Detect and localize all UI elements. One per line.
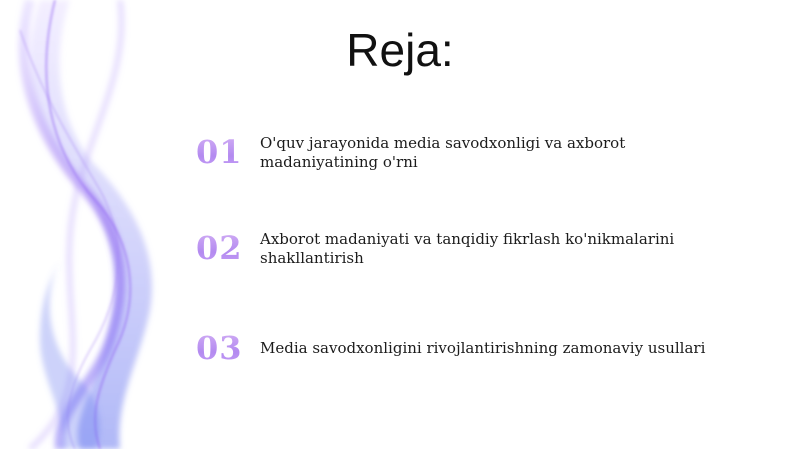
agenda-item: [196, 132, 756, 188]
agenda-item: [196, 328, 756, 384]
agenda-item-number: 01: [196, 132, 252, 172]
agenda-item-number: 02: [196, 228, 252, 268]
agenda-item-text: O'quv jarayonida media savodxonligi va axborot madaniyatining o'rni: [260, 134, 626, 171]
agenda-item-text: Media savodxonligini rivojlantirishning zamonaviy usullari: [260, 339, 706, 357]
agenda-item-text: Axborot madaniyati va tanqidiy fikrlash ko'nikmalarini shakllantirish: [260, 230, 675, 267]
agenda-item: [196, 228, 756, 284]
agenda-item-number: 03: [196, 328, 252, 368]
smoke-wave-decoration: [0, 0, 200, 449]
slide-title: Reja:: [346, 24, 454, 76]
